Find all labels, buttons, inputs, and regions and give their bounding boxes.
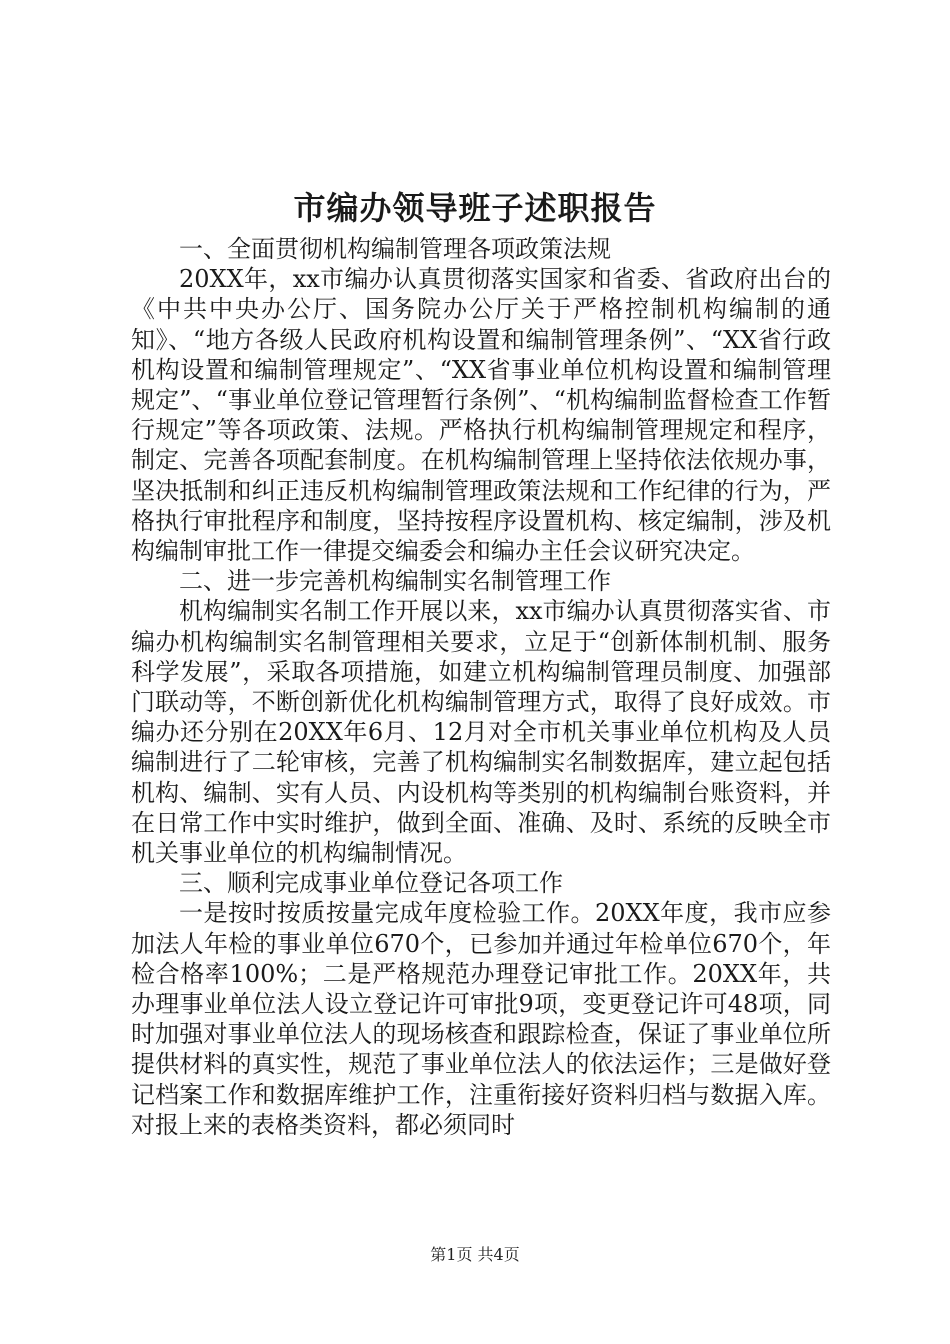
page-number-footer: 第1页 共4页 [430, 1245, 520, 1264]
body-paragraph-2: 机构编制实名制工作开展以来，xx市编办认真贯彻落实省、市编办机构编制实名制管理相关要求，立足于“创新体制机制、服务科学发展”，采取各项措施，如建立机构编制管理员制度、加强部门联动等，不断创新优化机构编制管理方式，取得了良好成效。市编办还分别在20XX年6月、12月对全市机关事业单位机构及人员编制进行了二轮审核，完善了机构编制实名制数据库，建立起包括机构、编制、实有人员、内设机构等类别的机构编制台账资料，并在日常工作中实时维护，做到全面、准确、及时、系统的反映全市机关事业单位的机构编制情况。 [131, 597, 831, 868]
body-paragraph-3: 一是按时按质按量完成年度检验工作。20XX年度，我市应参加法人年检的事业单位670个，已参加并通过年检单位670个，年检合格率100%；二是严格规范办理登记审批工作。20XX年，共办理事业单位法人设立登记许可审批9项，变更登记许可48项，同时加强对事业单位法人的现场核查和跟踪检查，保证了事业单位所提供材料的真实性，规范了事业单位法人的依法运作；三是做好登记档案工作和数据库维护工作，注重衔接好资料归档与数据入库。对报上来的表格类资料，都必须同时 [131, 899, 831, 1139]
document-title: 市编办领导班子述职报告 [293, 189, 657, 227]
section-heading-1: 一、全面贯彻机构编制管理各项政策法规 [179, 235, 611, 263]
section-heading-3: 三、顺利完成事业单位登记各项工作 [179, 869, 563, 898]
document-body [131, 234, 831, 1140]
section-heading-2: 二、进一步完善机构编制实名制管理工作 [179, 567, 611, 596]
body-paragraph-1: 20XX年，xx市编办认真贯彻落实国家和省委、省政府出台的《中共中央办公厅、国务院办公厅关于严格控制机构编制的通知》、“地方各级人民政府机构设置和编制管理条例”、“XX省行政机构设置和编制管理规定”、“XX省事业单位机构设置和编制管理规定”、“事业单位登记管理暂行条例”、“机构编制监督检查工作暂行规定”等各项政策、法规。严格执行机构编制管理规定和程序，制定、完善各项配套制度。在机构编制管理上坚持依法依规办事，坚决抵制和纠正违反机构编制管理政策法规和工作纪律的行为，严格执行审批程序和制度，坚持按程序设置机构、核定编制，涉及机构编制审批工作一律提交编委会和编办主任会议研究决定。 [131, 265, 831, 566]
